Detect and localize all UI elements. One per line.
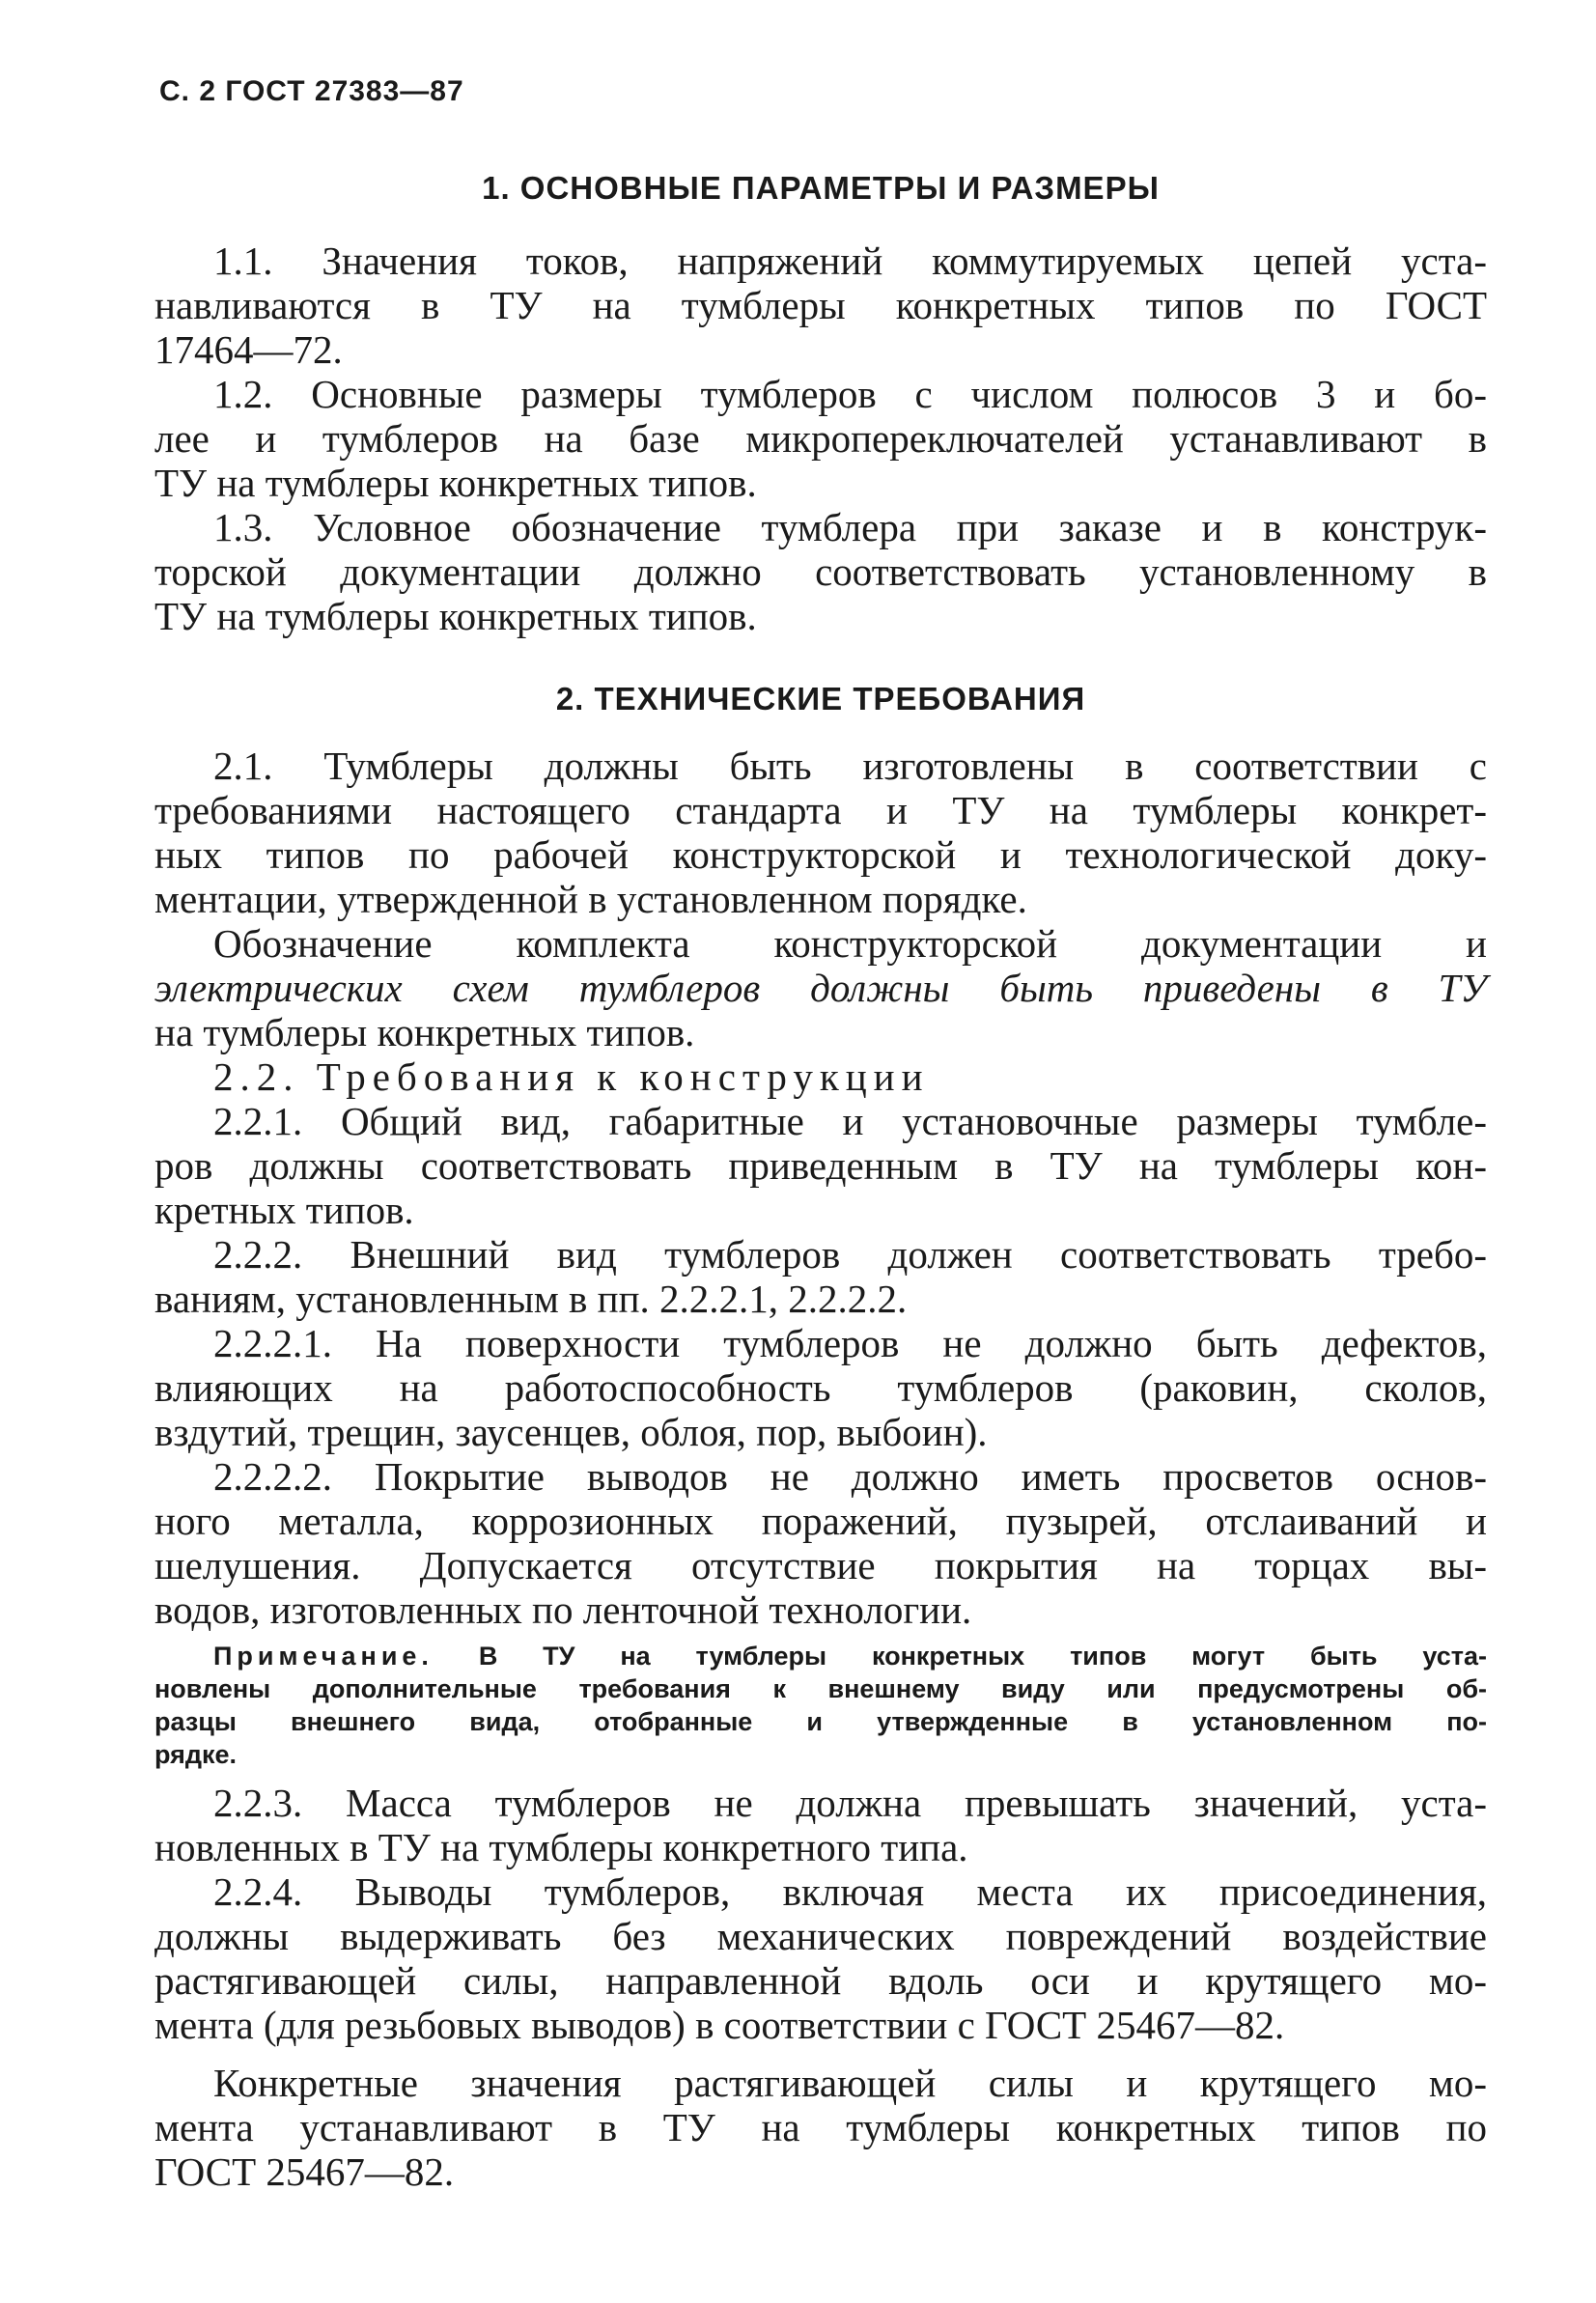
note-line-2: новлены дополнительные требования к внешнему виду или предусмотрены об-	[154, 1674, 1487, 1703]
paragraph-values-line-1: Конкретные значения растягивающей силы и крутящего мо-	[213, 2061, 1487, 2105]
note-line-4: рядке.	[154, 1740, 238, 1769]
paragraph-2-1-line-4: ментации, утвержденной в установленном порядке.	[154, 877, 1027, 921]
paragraph-2-2-2-1-line-2: влияющих на работоспособность тумблеров (раковин, сколов,	[154, 1365, 1487, 1410]
paragraph-2-2-2-2-line-1: 2.2.2.2. Покрытие выводов не должно иметь просветов основ-	[213, 1454, 1487, 1499]
paragraph-2-2-3-line-2: новленных в ТУ на тумблеры конкретного типа.	[154, 1825, 968, 1869]
paragraph-1-2-line-2: лее и тумблеров на базе микропереключателей устанавливают в	[154, 416, 1487, 461]
paragraph-2-2-4-line-3: растягивающей силы, направленной вдоль оси и крутящего мо-	[154, 1958, 1487, 2003]
note-line-3: разцы внешнего вида, отобранные и утвержденные в установленном по-	[154, 1707, 1487, 1736]
paragraph-2-2-1-line-3: кретных типов.	[154, 1188, 414, 1232]
paragraph-2-2-3-line-1: 2.2.3. Масса тумблеров не должна превышать значений, уста-	[213, 1781, 1487, 1825]
paragraph-designation-line-1: Обозначение комплекта конструкторской документации и	[213, 921, 1487, 966]
section-2-title: 2. ТЕХНИЧЕСКИЕ ТРЕБОВАНИЯ	[555, 681, 1086, 716]
paragraph-2-2-2-2-line-4: водов, изготовленных по ленточной технологии.	[154, 1587, 972, 1632]
note-line-1	[213, 1640, 1487, 1672]
paragraph-1-1-line-3: 17464—72.	[154, 327, 343, 372]
subsection-2-2-heading: 2.2. Требования к конструкции	[213, 1054, 930, 1099]
paragraph-2-2-4-line-1: 2.2.4. Выводы тумблеров, включая места их присоединения,	[213, 1869, 1487, 1914]
paragraph-values-line-3: ГОСТ 25467—82.	[154, 2149, 455, 2194]
paragraph-2-2-2-line-2: ваниям, установленным в пп. 2.2.2.1, 2.2.2.2.	[154, 1277, 908, 1321]
section-1-title: 1. ОСНОВНЫЕ ПАРАМЕТРЫ И РАЗМЕРЫ	[482, 170, 1160, 206]
paragraph-1-3-line-3: ТУ на тумблеры конкретных типов.	[154, 594, 757, 638]
paragraph-2-2-2-2-line-2: ного металла, коррозионных поражений, пузырей, отслаиваний и	[154, 1499, 1487, 1543]
paragraph-1-3-line-1: 1.3. Условное обозначение тумблера при заказе и в конструк-	[213, 505, 1487, 549]
paragraph-2-2-1-line-1: 2.2.1. Общий вид, габаритные и установочные размеры тумбле-	[213, 1099, 1487, 1143]
paragraph-designation-line-2: электрических схем тумблеров должны быть приведены в ТУ	[154, 966, 1487, 1010]
note-line-1-text: В ТУ на тумблеры конкретных типов могут быть уста-	[478, 1642, 1487, 1671]
paragraph-1-1-line-1: 1.1. Значения токов, напряжений коммутируемых цепей уста-	[213, 239, 1487, 283]
paragraph-2-2-2-line-1: 2.2.2. Внешний вид тумблеров должен соответствовать требо-	[213, 1232, 1487, 1277]
paragraph-values-line-2: мента устанавливают в ТУ на тумблеры конкретных типов по	[154, 2105, 1487, 2149]
paragraph-2-2-1-line-2: ров должны соответствовать приведенным в ТУ на тумблеры кон-	[154, 1143, 1487, 1188]
paragraph-2-2-2-1-line-3: вздутий, трещин, заусенцев, облоя, пор, выбоин).	[154, 1410, 988, 1454]
paragraph-designation-line-3: на тумблеры конкретных типов.	[154, 1010, 695, 1054]
paragraph-1-3-line-2: торской документации должно соответствовать установленному в	[154, 549, 1487, 594]
paragraph-2-1-line-3: ных типов по рабочей конструкторской и технологической доку-	[154, 832, 1487, 877]
note-label: Примечание.	[213, 1642, 434, 1671]
paragraph-2-2-4-line-2: должны выдерживать без механических повреждений воздействие	[154, 1914, 1487, 1958]
paragraph-1-2-line-3: ТУ на тумблеры конкретных типов.	[154, 461, 757, 505]
paragraph-2-1-line-2: требованиями настоящего стандарта и ТУ на тумблеры конкрет-	[154, 788, 1487, 832]
paragraph-1-2-line-1: 1.2. Основные размеры тумблеров с числом полюсов 3 и бо-	[213, 372, 1487, 416]
paragraph-2-2-2-1-line-1: 2.2.2.1. На поверхности тумблеров не должно быть дефектов,	[213, 1321, 1487, 1365]
running-head: С. 2 ГОСТ 27383—87	[159, 75, 464, 107]
paragraph-2-2-4-line-4: мента (для резьбовых выводов) в соответствии с ГОСТ 25467—82.	[154, 2003, 1285, 2047]
paragraph-2-1-line-1: 2.1. Тумблеры должны быть изготовлены в соответствии с	[213, 744, 1487, 788]
paragraph-2-2-2-2-line-3: шелушения. Допускается отсутствие покрытия на торцах вы-	[154, 1543, 1487, 1587]
paragraph-1-1-line-2: навливаются в ТУ на тумблеры конкретных типов по ГОСТ	[154, 283, 1487, 327]
